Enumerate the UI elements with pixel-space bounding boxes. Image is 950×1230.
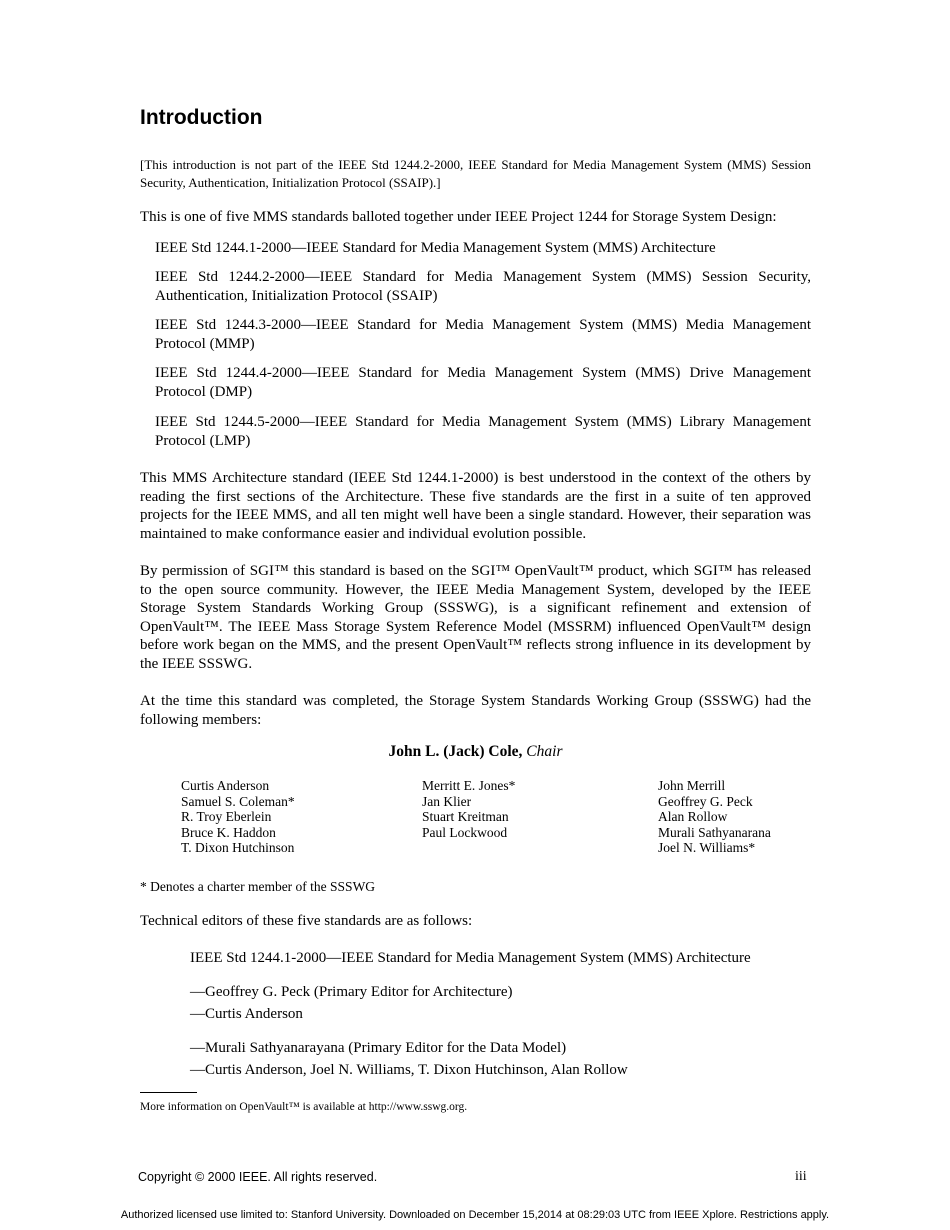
- standard-item-5: IEEE Std 1244.5-2000—IEEE Standard for Media Management System (MMS) Library Management Protocol (LMP): [155, 414, 811, 449]
- members-intro-paragraph: At the time this standard was completed, the Storage System Standards Working Group (SSSWG) had the following members:: [140, 693, 811, 728]
- member-name: Curtis Anderson: [181, 778, 270, 793]
- members-column-1: [181, 778, 295, 856]
- member-name: T. Dixon Hutchinson: [181, 840, 295, 855]
- member-name: Murali Sathyanarana: [658, 824, 771, 840]
- intro-sentence: This is one of five MMS standards balloted together under IEEE Project 1244 for Storage System Design:: [140, 209, 777, 225]
- member-name: R. Troy Eberlein: [181, 809, 272, 824]
- members-column-2: [422, 778, 515, 840]
- chair-name: John L. (Jack) Cole,: [388, 743, 523, 760]
- member-name: Alan Rollow: [658, 809, 728, 824]
- member-name: Paul Lockwood: [422, 824, 508, 840]
- editors-standard-title: IEEE Std 1244.1-2000—IEEE Standard for Media Management System (MMS) Architecture: [190, 950, 751, 966]
- member-name: Bruce K. Haddon: [181, 824, 276, 840]
- editor-line-2: —Curtis Anderson: [190, 1006, 303, 1022]
- member-name: Jan Klier: [422, 793, 472, 809]
- footnote: More information on OpenVault™ is available at http://www.sswg.org.: [140, 1101, 468, 1113]
- editor-line-3: —Murali Sathyanarayana (Primary Editor for the Data Model): [190, 1040, 567, 1056]
- members-column-3: [658, 778, 771, 856]
- member-name: Joel N. Williams*: [658, 840, 756, 855]
- charter-member-note: * Denotes a charter member of the SSSWG: [140, 879, 376, 894]
- copyright-notice: Copyright © 2000 IEEE. All rights reserved.: [138, 1170, 378, 1184]
- member-name: Stuart Kreitman: [422, 809, 509, 824]
- bracket-note: [This introduction is not part of the IEEE Std 1244.2-2000, IEEE Standard for Media Management System (MMS) Session Security, Authentication, Initialization Protocol (SSAIP).]: [140, 157, 811, 190]
- page-title: Introduction: [140, 106, 263, 129]
- standard-item-3: IEEE Std 1244.3-2000—IEEE Standard for Media Management System (MMS) Media Management Protocol (MMP): [155, 317, 811, 352]
- member-name: Merritt E. Jones*: [422, 778, 516, 793]
- member-name: Samuel S. Coleman*: [181, 793, 295, 809]
- footnote-divider: [140, 1092, 197, 1093]
- page-number: iii: [795, 1169, 807, 1184]
- standard-item-4: IEEE Std 1244.4-2000—IEEE Standard for Media Management System (MMS) Drive Management Protocol (DMP): [155, 365, 811, 400]
- editors-intro: Technical editors of these five standards are as follows:: [140, 913, 473, 929]
- member-name: Geoffrey G. Peck: [658, 793, 753, 809]
- license-notice: Authorized licensed use limited to: Stanford University. Downloaded on December 15,2014 at 08:29:03 UTC from IEEE Xplore. Restrictions apply.: [120, 1209, 830, 1221]
- standard-item-2: IEEE Std 1244.2-2000—IEEE Standard for Media Management System (MMS) Session Security, Authentication, Initialization Protocol (SSAIP): [155, 269, 811, 304]
- editor-line-1: —Geoffrey G. Peck (Primary Editor for Architecture): [190, 984, 513, 1000]
- standard-item-1: IEEE Std 1244.1-2000—IEEE Standard for Media Management System (MMS) Architecture: [155, 240, 716, 256]
- member-name: John Merrill: [658, 778, 726, 793]
- editor-line-4: —Curtis Anderson, Joel N. Williams, T. Dixon Hutchinson, Alan Rollow: [190, 1062, 628, 1078]
- chair-line: [140, 742, 811, 762]
- chair-role: Chair: [526, 743, 563, 760]
- openvault-paragraph: By permission of SGI™ this standard is based on the SGI™ OpenVault™ product, which SGI™ has released to the open source community. However, the IEEE Media Management System, developed by the IEEE Storage System Standards Working Group (SSSWG), is a significant refinement and extension of OpenVault™. The IEEE Mass Storage System Reference Model (MSSRM) influenced OpenVault™ design before work began on the MMS, and the present OpenVault™ reflects strong influence in its development by the IEEE SSSWG.: [140, 563, 811, 672]
- architecture-paragraph: This MMS Architecture standard (IEEE Std 1244.1-2000) is best understood in the context of the others by reading the first sections of the Architecture. These five standards are the first in a suite of ten approved projects for the IEEE MMS, and all ten might well have been a single standard. However, their separation was maintained to make conformance easier and individual evolution possible.: [140, 470, 811, 542]
